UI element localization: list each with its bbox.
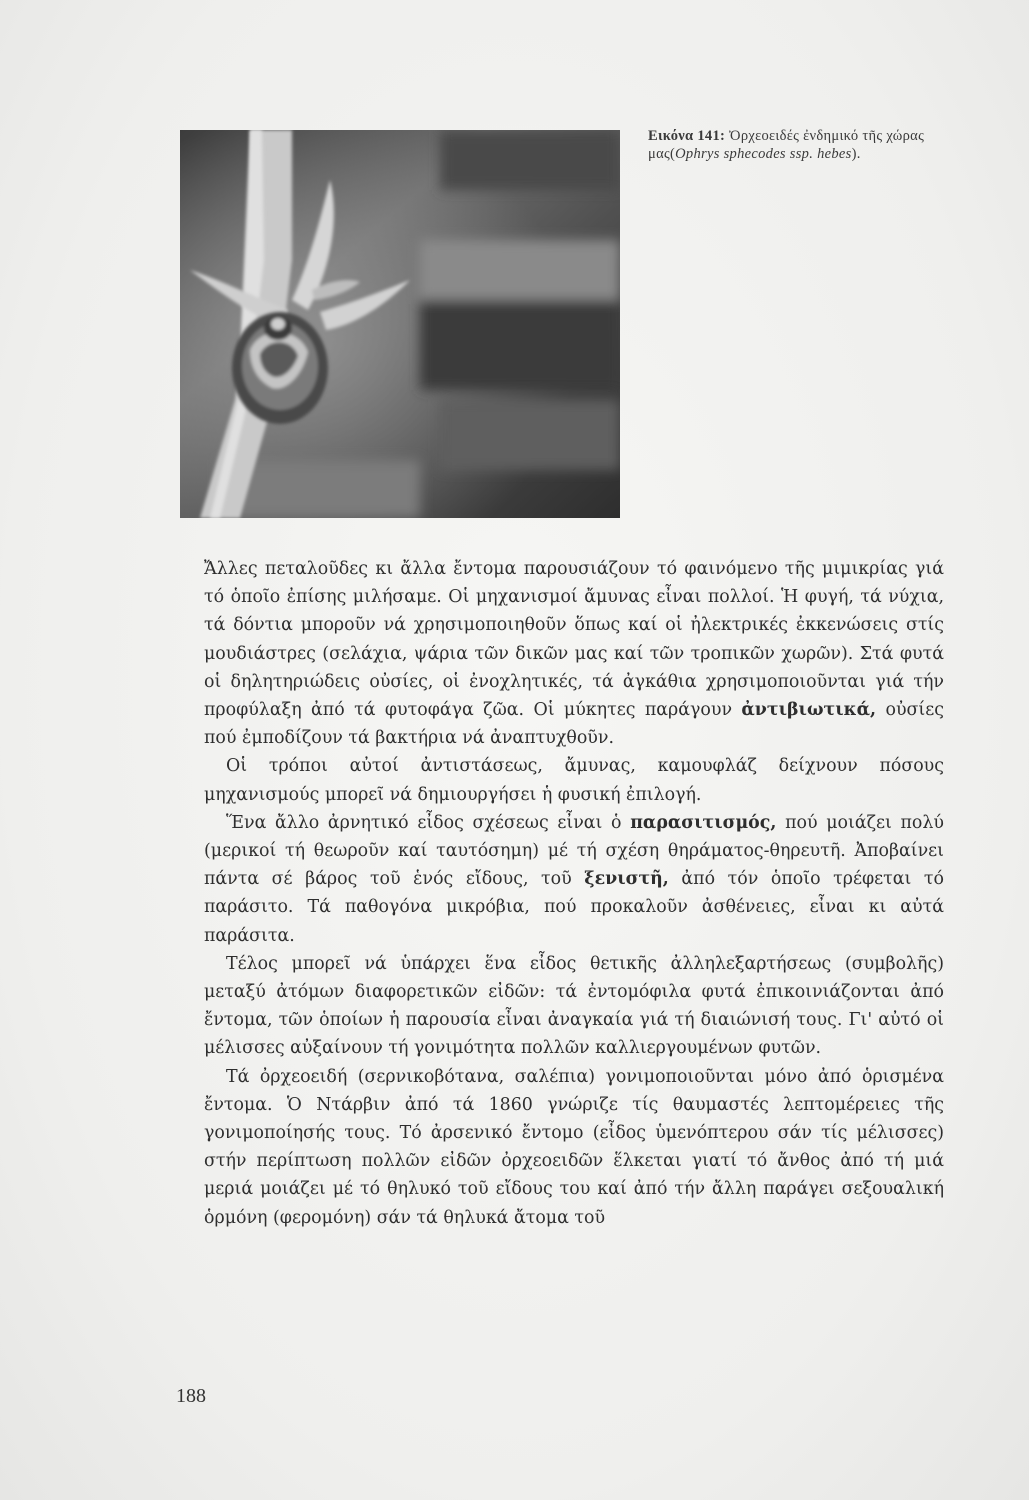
bold-term: παρασιτισμός, xyxy=(630,812,777,833)
paragraph-text: ἀπό τόν ὁποῖο τρέφεται τό παράσιτο. Τά παθογόνα μικρόβια, πού προκαλοῦν ἀσθένειες, εἶναι κι αὐτά παράσιτα. xyxy=(204,869,945,946)
figure-caption-text: Ὀρχεοειδές ἐνδημικό τῆς χώρας μας( xyxy=(648,128,925,162)
figure-caption-end: ). xyxy=(851,146,861,162)
paragraph-text: Οἱ τρόποι αὐτοί ἀντιστάσεως, ἄμυνας, καμουφλάζ δείχνουν πόσους μηχανισμούς μπορεῖ νά δημιουργήσει ἡ φυσική ἐπιλογή. xyxy=(204,756,944,805)
paragraph-text: Τά ὀρχεοειδή (σερνικοβότανα, σαλέπια) γονιμοποιοῦνται μόνο ἀπό ὁρισμένα ἔντομα. Ὁ Ντάρβιν ἀπό τά 1860 γνώριζε τίς θαυμαστές λεπτομέρειες τῆς γονιμοποίησής τους. Τό ἀρσενικό ἔντομο (εἶδος ὑμενόπτερου σάν τίς μέλισσες) στήν περίπτωση πολλῶν εἰδῶν ὀρχεοειδῶν ἕλκεται γιατί τό ἄνθος ἀπό τή μιά μεριά μοιάζει μέ τό θηλυκό τοῦ εἴδους του καί ἀπό τήν ἄλλη παράγει σεξουαλική ὁρμόνη (φερομόνη) σάν τά θηλυκά ἄτομα τοῦ xyxy=(204,1066,944,1228)
paragraph-p1 xyxy=(204,555,944,752)
bold-term: ἀντιβιωτικά, xyxy=(741,700,877,721)
figure-caption xyxy=(648,127,940,163)
paragraph-text: Τέλος μπορεῖ νά ὑπάρχει ἕνα εἶδος θετικῆς ἀλληλεξαρτήσεως (συμβολῆς) μεταξύ ἀτόμων διαφορετικῶν εἰδῶν: τά ἐντομόφιλα φυτά ἐπικοινιάζονται ἀπό ἔντομα, τῶν ὁποίων ἡ παρουσία εἶναι ἀναγκαία γιά τή διαιώνισή τους. Γι' αὐτό οἱ μέλισσες αὐξαίνουν τή γονιμότητα πολλῶν καλλιεργουμένων φυτῶν. xyxy=(204,953,944,1059)
orchid-photo-drawing xyxy=(180,130,620,518)
figure-caption-scientific-name: Ophrys sphecodes ssp. hebes xyxy=(675,146,852,162)
paragraph-p3 xyxy=(204,809,944,950)
paragraph-text: πού μοιάζει πολύ (μερικοί τή θεωροῦν καί ταυτόσημη) μέ τή σχέση θηράματος-θηρευτῆ. Ἀποβαίνει πάντα σέ βάρος τοῦ ἑνός εἴδους, τοῦ xyxy=(204,812,945,890)
paragraph-text: οὐσίες πού ἐμποδίζουν τά βακτήρια νά ἀναπτυχθοῦν. xyxy=(204,700,944,749)
page-number: 188 xyxy=(176,1385,206,1407)
figure-caption-label: Εικόνα 141: xyxy=(648,128,726,144)
paragraph-p2 xyxy=(204,752,944,808)
paragraph-p5 xyxy=(204,1063,944,1232)
body-text xyxy=(204,555,944,1232)
paragraph-text: Ἕνα ἄλλο ἀρνητικό εἶδος σχέσεως εἶναι ὁ xyxy=(226,812,631,833)
paragraph-p4 xyxy=(204,950,944,1063)
paragraph-text: Ἄλλες πεταλοῦδες κι ἄλλα ἔντομα παρουσιάζουν τό φαινόμενο τῆς μιμικρίας γιά τό ὁποῖο ἐπίσης μιλήσαμε. Οἱ μηχανισμοί ἄμυνας εἶναι πολλοί. Ἡ φυγή, τά νύχια, τά δόντια μποροῦν νά χρησιμοποιηθοῦν ὅπως καί οἱ ἠλεκτρικές ἐκκενώσεις στίς μουδιάστρες (σελάχια, ψάρια τῶν δικῶν μας καί τῶν τροπικῶν χωρῶν). Στά φυτά οἱ δηλητηριώδεις οὐσίες, οἱ ἐνοχλητικές, τά ἀγκάθια χρησιμοποιοῦνται γιά τήν προφύλαξη ἀπό τά φυτοφάγα ζῶα. Οἱ μύκητες παράγουν xyxy=(204,559,944,721)
orchid-photo xyxy=(180,130,620,518)
bold-term: ξενιστῆ, xyxy=(584,869,669,890)
